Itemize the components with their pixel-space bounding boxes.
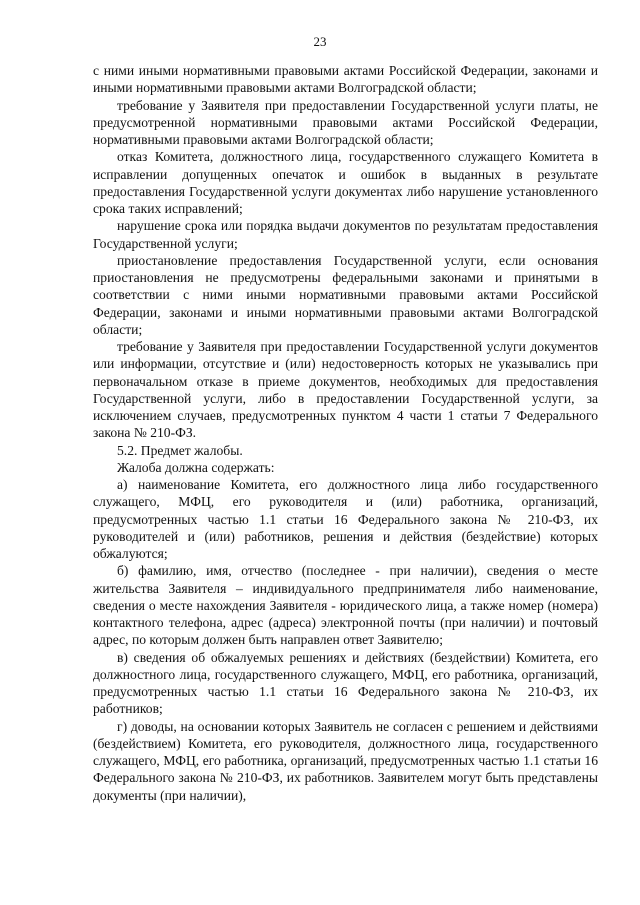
paragraph-continuation: с ними иными нормативными правовыми актами Российской Федерации, законами и иными нормативными правовыми актами Волгоградской области; bbox=[93, 63, 598, 96]
paragraph: нарушение срока или порядка выдачи документов по результатам предоставления Государственной услуги; bbox=[93, 218, 598, 251]
paragraph: требование у Заявителя при предоставлении Государственной услуги платы, не предусмотренной нормативными правовыми актами Российской Федерации, нормативными правовыми актами Волгоградской области; bbox=[93, 97, 598, 147]
page-number: 23 bbox=[313, 34, 327, 49]
paragraph: приостановление предоставления Государственной услуги, если основания приостановления не предусмотрены федеральными законами и принятыми в соответствии с ними иными нормативными правовыми актами Российской Федерации, законами и иными нормативными правовыми актами Волгоградской области; bbox=[93, 252, 598, 337]
list-item-b: б) фамилию, имя, отчество (последнее - при наличии), сведения о месте жительства Заявителя – индивидуального предпринимателя либо наименование, сведения о месте нахождения Заявителя - юридического лица, а также номер (номера) контактного телефона, адрес (адреса) электронной почты (при наличии) и почтовый адрес, по которым должен быть направлен ответ Заявителю; bbox=[93, 563, 598, 648]
paragraph: требование у Заявителя при предоставлении Государственной услуги документов или информации, отсутствие и (или) недостоверность которых не указывались при первоначальном отказе в приеме документов, необходимых для предоставления Государственной услуги, либо в предоставлении Государственной услуги, за исключением случаев, предусмотренных пунктом 4 части 1 статьи 7 Федерального закона № 210-ФЗ. bbox=[93, 339, 598, 441]
list-item-v: в) сведения об обжалуемых решениях и действиях (бездействии) Комитета, его должностного лица, государственного служащего, МФЦ, его работника, организаций, предусмотренных частью 1.1 статьи 16 Федерального закона № 210-ФЗ, их работников; bbox=[93, 649, 598, 717]
section-heading: 5.2. Предмет жалобы. bbox=[117, 442, 243, 458]
paragraph: отказ Комитета, должностного лица, государственного служащего Комитета в исправлении допущенных опечаток и ошибок в выданных в результате предоставления Государственной услуги документах либо нарушение установленного срока таких исправлений; bbox=[93, 149, 598, 216]
list-item-a: а) наименование Комитета, его должностного лица либо государственного служащего, МФЦ, его руководителя и (или) работника, организаций, предусмотренных частью 1.1 статьи 16 Федерального закона № 210-ФЗ, их руководителей и (или) работников, решения и действия (бездействие) которых обжалуются; bbox=[93, 477, 598, 561]
list-item-g: г) доводы, на основании которых Заявитель не согласен с решением и действиями (бездействием) Комитета, его руководителя, должностного лица, государственного служащего, МФЦ, его работника, организаций, предусмотренных частью 1.1 статьи 16 Федерального закона № 210-ФЗ, их работников. Заявителем могут быть представлены документы (при наличии), bbox=[93, 718, 598, 803]
document-body bbox=[93, 62, 598, 804]
paragraph: Жалоба должна содержать: bbox=[117, 459, 275, 475]
